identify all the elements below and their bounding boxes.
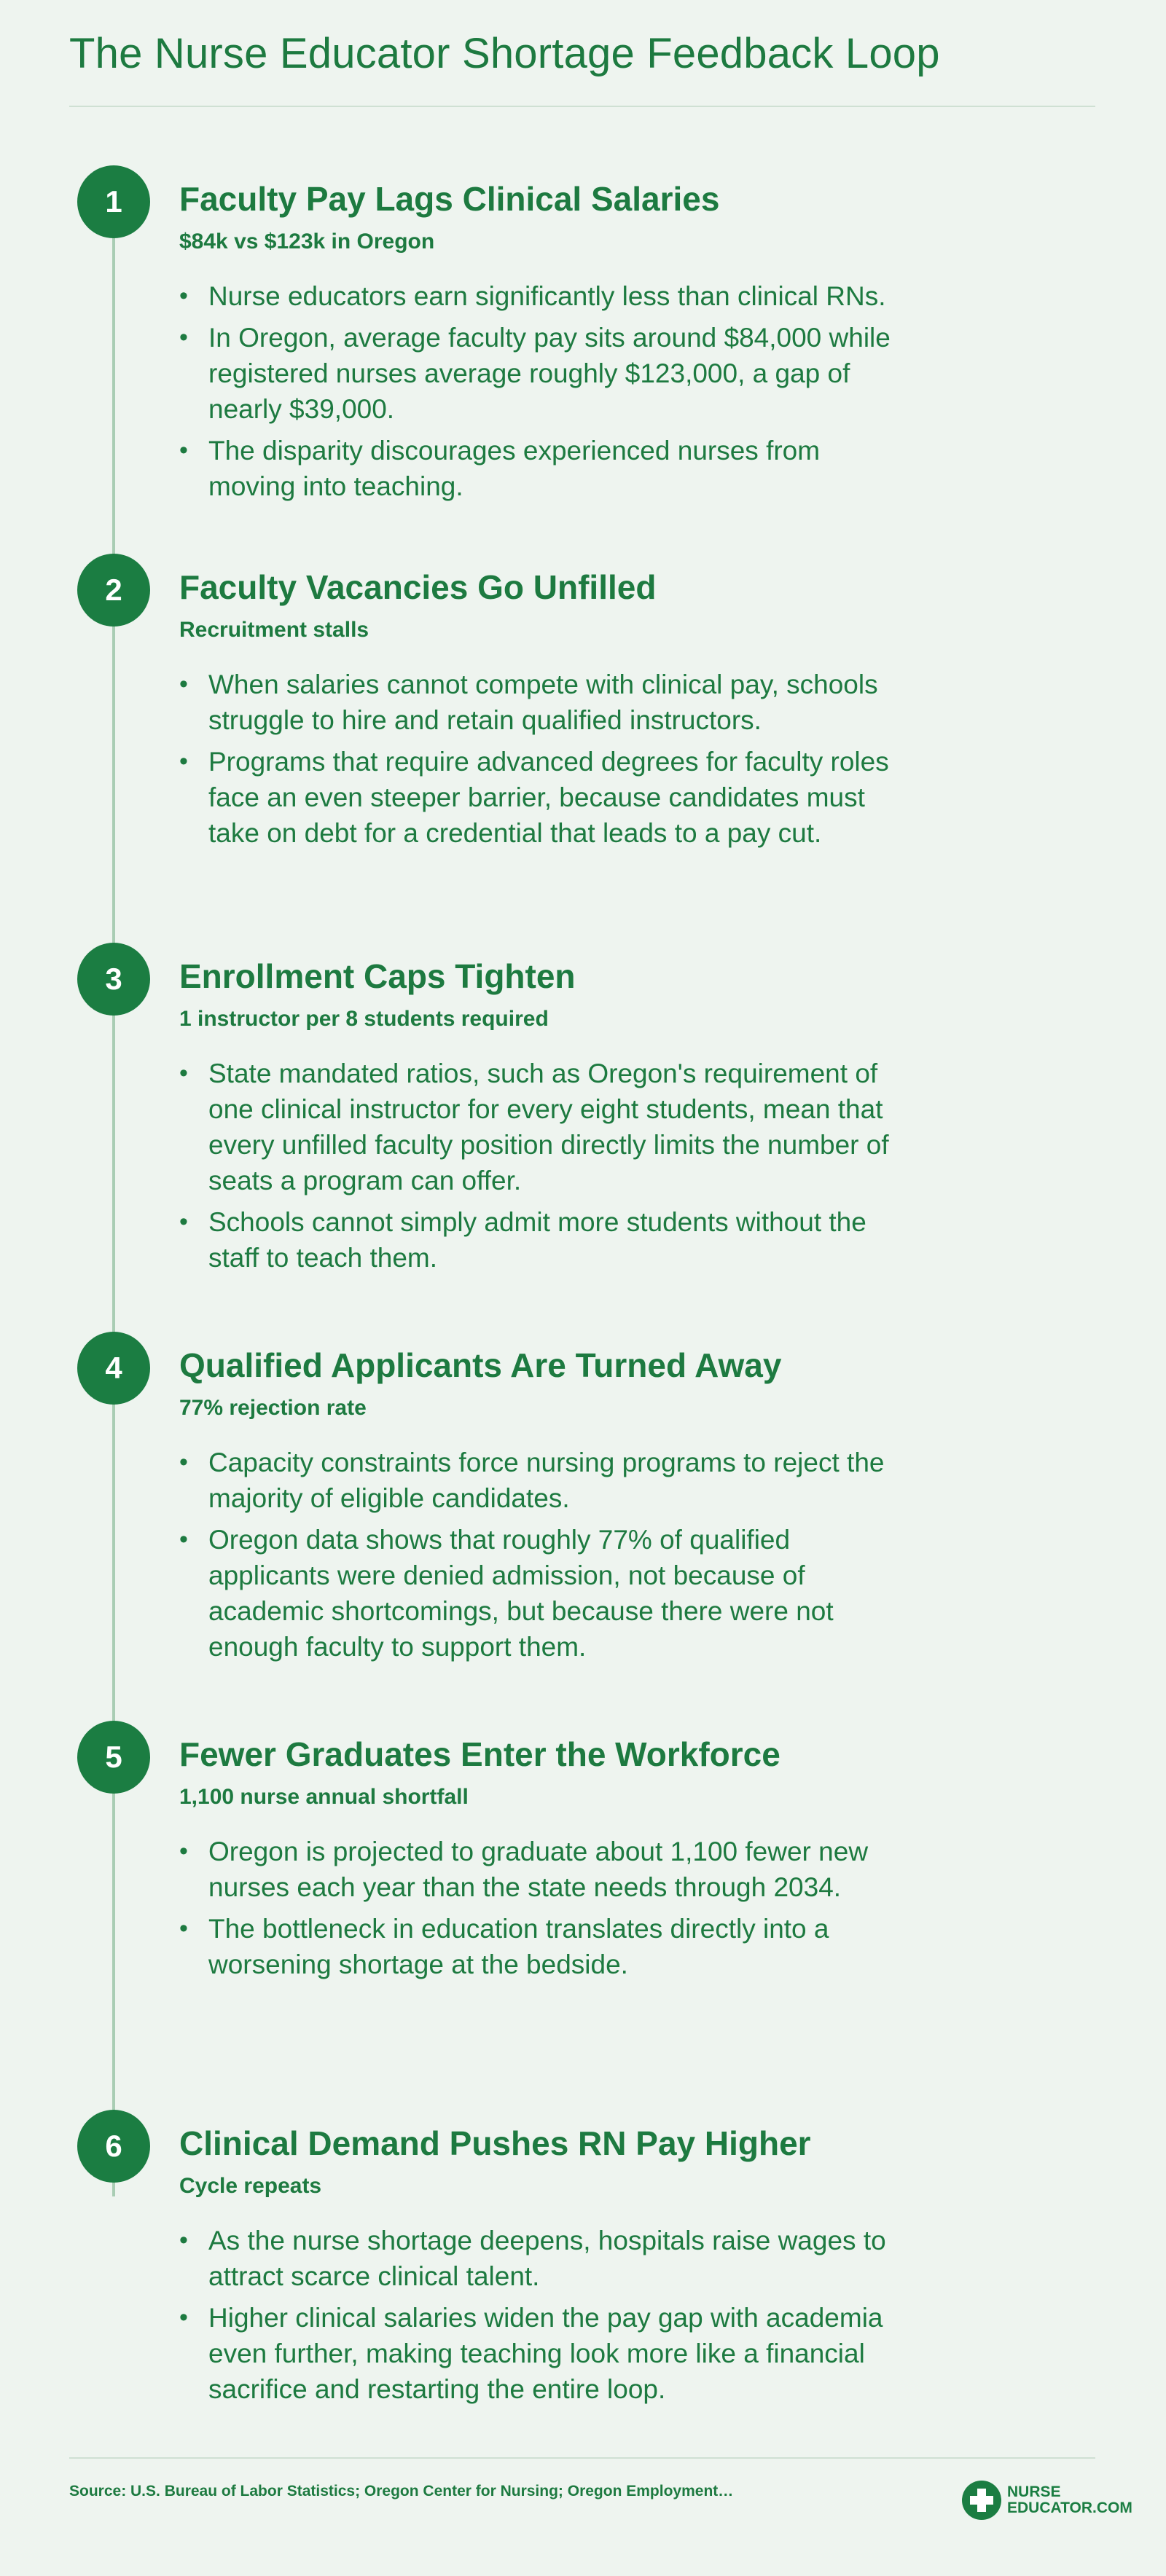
step-title: Fewer Graduates Enter the Workforce (179, 1735, 780, 1773)
bullet-icon: • (179, 747, 188, 775)
timeline-line (112, 211, 115, 2196)
point-text: Nurse educators earn significantly less than clinical RNs. (208, 280, 886, 311)
step-number-badge: 1 (77, 165, 150, 238)
bullet-icon: • (179, 669, 188, 698)
list-item (179, 1056, 908, 1198)
bullet-icon: • (179, 323, 188, 351)
step-points (179, 1056, 908, 1276)
step-subtitle: 1,100 nurse annual shortfall (179, 1784, 469, 1809)
list-item (179, 2300, 908, 2407)
brand-logo[interactable] (962, 2481, 1132, 2520)
bullet-icon: • (179, 1914, 188, 1942)
source-citation: Source: U.S. Bureau of Labor Statistics; Oregon Center for Nursing; Oregon Employment… (69, 2483, 734, 2500)
list-item (179, 1911, 908, 1982)
bullet-icon: • (179, 2226, 188, 2254)
step-number-badge: 2 (77, 554, 150, 627)
point-text: In Oregon, average faculty pay sits around $84,000 while registered nurses average roughly $123,000, a gap of nearly $39,000. (208, 322, 891, 424)
point-text: State mandated ratios, such as Oregon's requirement of one clinical instructor for every eight students, mean that every unfilled faculty position directly limits the number of seats a program can offer. (208, 1058, 889, 1195)
list-item (179, 433, 908, 504)
page-title: The Nurse Educator Shortage Feedback Loop (69, 30, 940, 77)
step-points (179, 1445, 908, 1665)
step-subtitle: $84k vs $123k in Oregon (179, 229, 435, 254)
point-text: Capacity constraints force nursing programs to reject the majority of eligible candidates. (208, 1447, 885, 1513)
step-content (179, 1735, 908, 1988)
step-number-badge: 5 (77, 1721, 150, 1794)
step-points (179, 1834, 908, 1982)
step-content (179, 180, 908, 510)
bullet-icon: • (179, 1837, 188, 1865)
bullet-icon: • (179, 2303, 188, 2331)
list-item (179, 1445, 908, 1516)
step-subtitle: 1 instructor per 8 students required (179, 1006, 549, 1031)
step-points (179, 667, 908, 851)
step-title: Faculty Pay Lags Clinical Salaries (179, 180, 720, 218)
list-item (179, 1522, 908, 1665)
list-item (179, 278, 908, 314)
point-text: As the nurse shortage deepens, hospitals raise wages to attract scarce clinical talent. (208, 2225, 886, 2291)
step-content (179, 1346, 908, 1670)
step-points (179, 2223, 908, 2407)
step-title: Faculty Vacancies Go Unfilled (179, 568, 657, 606)
bullet-icon: • (179, 1448, 188, 1476)
step-title: Enrollment Caps Tighten (179, 957, 576, 995)
step-number-badge: 3 (77, 943, 150, 1016)
step-content (179, 568, 908, 857)
step-title: Qualified Applicants Are Turned Away (179, 1346, 782, 1384)
list-item (179, 1204, 908, 1276)
step-number-badge: 6 (77, 2110, 150, 2183)
bullet-icon: • (179, 436, 188, 464)
list-item (179, 1834, 908, 1905)
point-text: The disparity discourages experienced nurses from moving into teaching. (208, 435, 821, 501)
step-content (179, 957, 908, 1281)
point-text: Oregon data shows that roughly 77% of qualified applicants were denied admission, not because of academic shortcomings, but because there were not enough faculty to support them. (208, 1524, 834, 1662)
logo-line-2: EDUCATOR.COM (1007, 2500, 1132, 2516)
list-item (179, 2223, 908, 2294)
medical-cross-icon (962, 2481, 1001, 2520)
step-points (179, 278, 908, 504)
bullet-icon: • (179, 1207, 188, 1236)
list-item (179, 744, 908, 851)
step-subtitle: Recruitment stalls (179, 617, 369, 642)
header-divider (69, 106, 1095, 107)
step-number-badge: 4 (77, 1332, 150, 1405)
footer-divider (69, 2457, 1095, 2459)
step-title: Clinical Demand Pushes RN Pay Higher (179, 2124, 811, 2162)
logo-text (1007, 2484, 1132, 2516)
list-item (179, 320, 908, 427)
step-content (179, 2124, 908, 2413)
bullet-icon: • (179, 1059, 188, 1087)
point-text: Higher clinical salaries widen the pay gap with academia even further, making teaching look more like a financial sacrifice and restarting the entire loop. (208, 2302, 883, 2404)
step-subtitle: 77% rejection rate (179, 1395, 367, 1420)
point-text: Schools cannot simply admit more students without the staff to teach them. (208, 1206, 866, 1273)
bullet-icon: • (179, 281, 188, 310)
point-text: The bottleneck in education translates directly into a worsening shortage at the bedside. (208, 1913, 829, 1979)
point-text: When salaries cannot compete with clinical pay, schools struggle to hire and retain qualified instructors. (208, 669, 878, 735)
point-text: Programs that require advanced degrees for faculty roles face an even steeper barrier, because candidates must take on debt for a credential that leads to a pay cut. (208, 746, 889, 848)
logo-line-1: NURSE (1007, 2483, 1061, 2500)
step-subtitle: Cycle repeats (179, 2173, 322, 2198)
bullet-icon: • (179, 1525, 188, 1553)
point-text: Oregon is projected to graduate about 1,100 fewer new nurses each year than the state needs through 2034. (208, 1836, 869, 1902)
list-item (179, 667, 908, 738)
